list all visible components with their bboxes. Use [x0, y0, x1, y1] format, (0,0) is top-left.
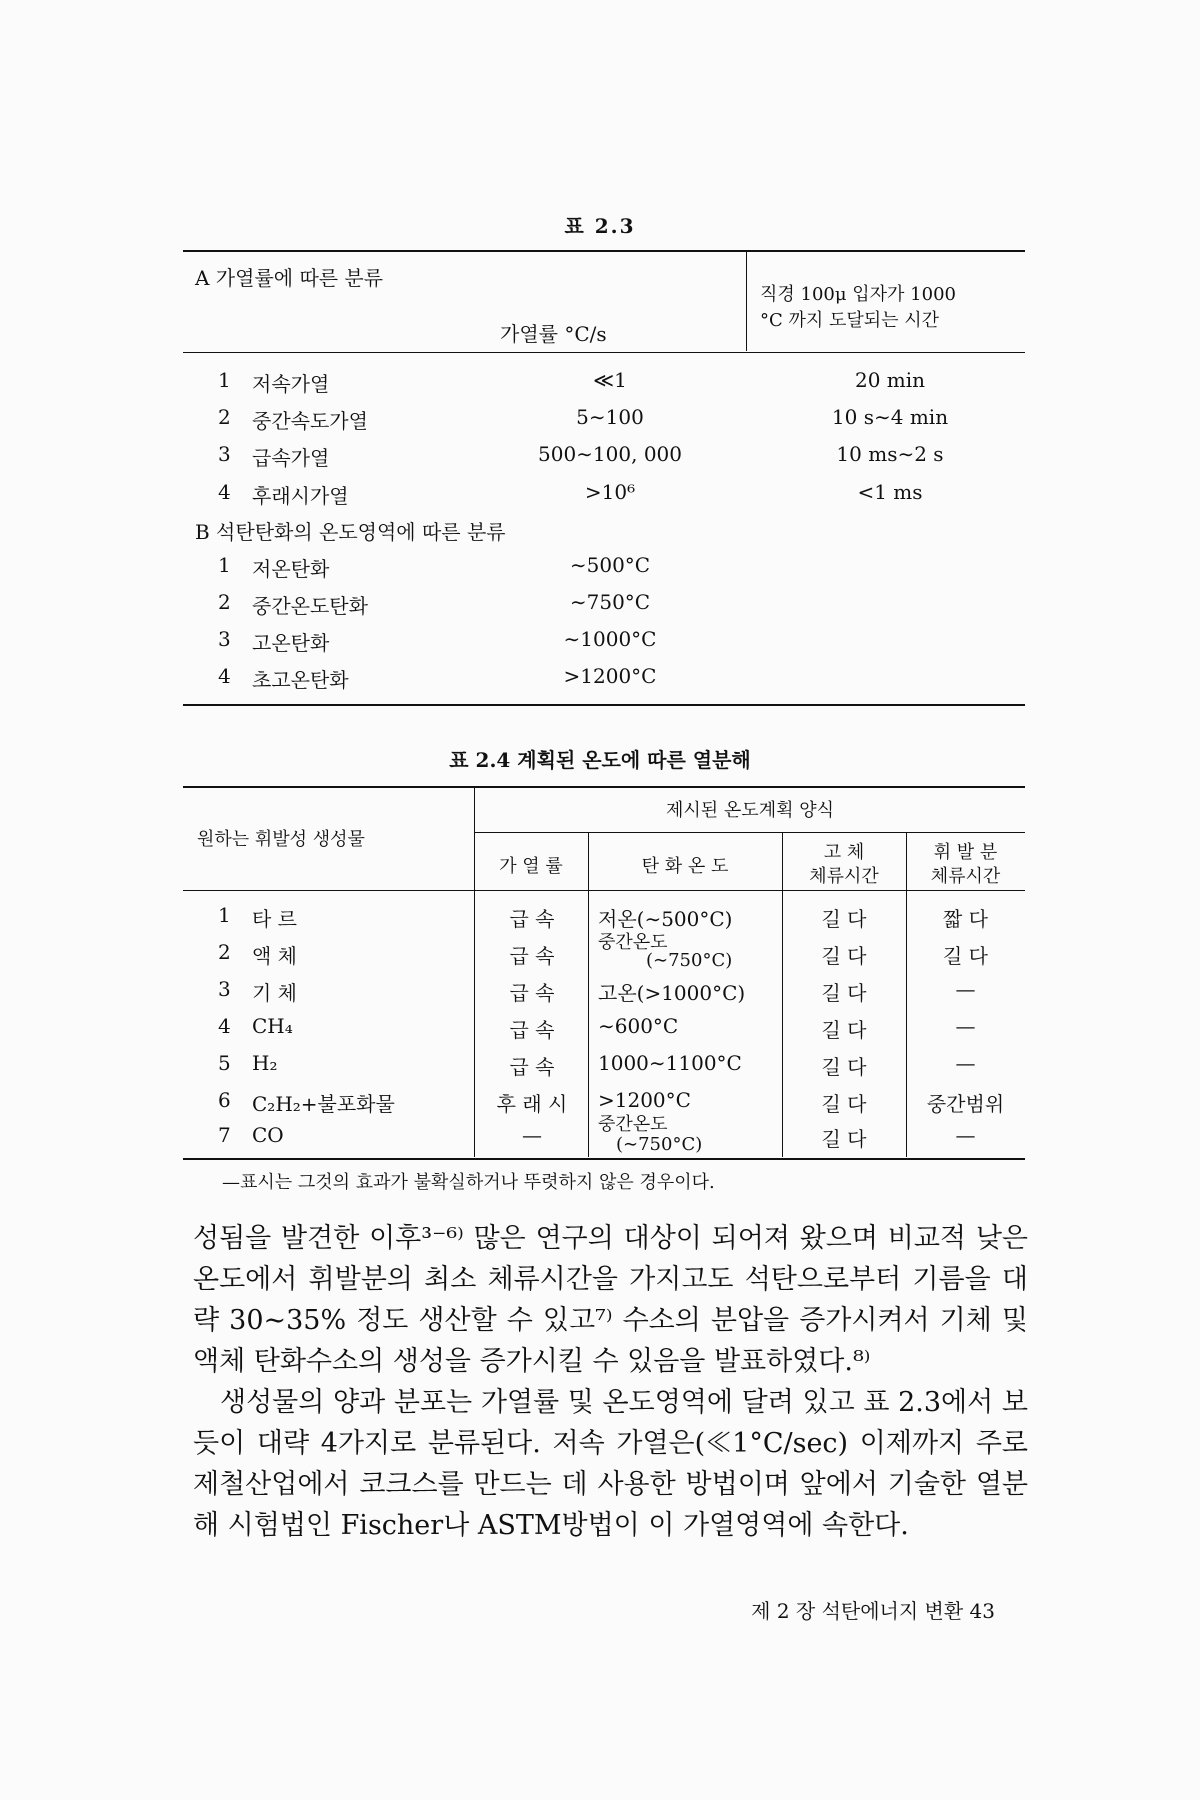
row-volatile-residence: —	[955, 1014, 976, 1038]
row-number: 1	[218, 368, 231, 392]
row-solid-residence: 길 다	[821, 1018, 867, 1042]
section-a-label: A 가열률에 따른 분류	[195, 266, 384, 290]
page-footer: 제 2 장 석탄에너지 변환 43	[751, 1599, 995, 1623]
row-temperature-range: (∼750°C)	[616, 1134, 703, 1155]
column-divider	[906, 833, 907, 1157]
volatile-residence-header-line1: 휘 발 분	[933, 842, 998, 863]
schedule-group-header: 제시된 온도계획 양식	[666, 800, 834, 821]
row-temperature: 중간온도	[598, 932, 668, 953]
row-volatile-residence: 짧 다	[943, 907, 988, 931]
row-volatile-residence: —	[955, 977, 976, 1001]
row-temperature: 중간온도	[598, 1114, 668, 1135]
row-name: 후래시가열	[252, 484, 349, 508]
row-solid-residence: 길 다	[821, 1127, 867, 1151]
row-product: H₂	[252, 1051, 278, 1075]
row-number: 1	[218, 553, 231, 577]
body-text	[193, 1218, 1028, 1546]
rate-column-header: 가 열 률	[499, 856, 563, 877]
column-divider	[746, 251, 747, 351]
row-number: 6	[218, 1088, 231, 1112]
section-b-label: B 석탄탄화의 온도영역에 따른 분류	[195, 520, 506, 544]
row-name: 저속가열	[252, 372, 330, 396]
row-solid-residence: 길 다	[821, 907, 867, 931]
row-time: 20 min	[854, 368, 926, 392]
column-divider	[474, 787, 475, 1157]
row-rate: 500∼100, 000	[538, 442, 682, 466]
row-product: C₂H₂+불포화물	[252, 1092, 395, 1116]
paragraph: 성됨을 발견한 이후³⁻⁶⁾ 많은 연구의 대상이 되어져 왔으며 비교적 낮은 온도에서 휘발분의 최소 체류시간을 가지고도 석탄으로부터 기름을 대략 30∼35% 정도 생산할 수 있고⁷⁾ 수소의 분압을 증가시켜서 기체 및 액체 탄화수소의 생성을 증가시킬 수 있음을 발표하였다.⁸⁾	[193, 1223, 1028, 1377]
row-rate: ≪1	[593, 368, 627, 392]
row-temperature: 1000∼1100°C	[598, 1051, 742, 1075]
row-number: 2	[218, 590, 231, 614]
table-bottom-rule	[183, 1158, 1025, 1160]
row-temperature-range: (∼750°C)	[646, 950, 733, 971]
temperature-column-header: 탄 화 온 도	[641, 856, 729, 877]
table-top-rule	[183, 250, 1025, 252]
rate-column-header: 가열률 °C/s	[500, 322, 607, 346]
row-solid-residence: 길 다	[821, 1092, 867, 1116]
volatile-residence-header-line2: 체류시간	[930, 866, 1001, 887]
row-solid-residence: 길 다	[821, 981, 867, 1005]
row-rate: 급 속	[509, 1055, 555, 1079]
row-temperature: ∼600°C	[598, 1014, 679, 1038]
row-rate: 후 래 시	[496, 1092, 568, 1116]
row-product: CH₄	[252, 1014, 293, 1038]
time-column-header-line2: °C 까지 도달되는 시간	[760, 310, 940, 331]
row-product: 기 체	[252, 981, 297, 1005]
product-column-header: 원하는 휘발성 생성물	[197, 829, 365, 850]
row-temp: ∼1000°C	[563, 627, 657, 651]
row-number: 7	[218, 1123, 231, 1147]
row-name: 중간속도가열	[252, 409, 368, 433]
row-rate: 급 속	[509, 1018, 555, 1042]
row-rate: 5∼100	[576, 405, 644, 429]
row-number: 4	[218, 1014, 231, 1038]
row-temperature: 고온(>1000°C)	[598, 981, 746, 1005]
row-rate: —	[522, 1123, 542, 1147]
row-number: 4	[218, 664, 231, 688]
row-number: 1	[218, 903, 231, 927]
row-rate: 급 속	[509, 981, 555, 1005]
row-volatile-residence: 길 다	[943, 944, 988, 968]
column-divider	[782, 833, 783, 1157]
table-note: —표시는 그것의 효과가 불확실하거나 뚜렷하지 않은 경우이다.	[222, 1172, 715, 1193]
row-volatile-residence: —	[955, 1051, 976, 1075]
row-temp: ∼500°C	[569, 553, 651, 577]
time-column-header-line1: 직경 100μ 입자가 1000	[760, 284, 956, 305]
table-top-rule	[183, 786, 1025, 788]
row-temp: ∼750°C	[569, 590, 651, 614]
row-number: 3	[218, 442, 231, 466]
row-temperature: 저온(∼500°C)	[598, 907, 733, 931]
row-time: 10 s∼4 min	[831, 405, 949, 429]
row-volatile-residence: —	[955, 1123, 976, 1147]
header-rule	[183, 352, 1025, 353]
row-product: 타 르	[252, 907, 297, 931]
row-number: 2	[218, 940, 231, 964]
solid-residence-header-line2: 체류시간	[809, 866, 879, 887]
row-temp: >1200°C	[563, 664, 657, 688]
table-bottom-rule	[183, 704, 1025, 706]
row-temperature: >1200°C	[598, 1088, 691, 1112]
row-solid-residence: 길 다	[821, 1055, 867, 1079]
table-2-3-title: 표 2.3	[564, 214, 636, 238]
row-number: 3	[218, 977, 231, 1001]
row-solid-residence: 길 다	[821, 944, 867, 968]
row-product: 액 체	[252, 944, 297, 968]
row-rate: 급 속	[509, 907, 555, 931]
subheader-rule	[475, 832, 1025, 833]
row-name: 고온탄화	[252, 631, 330, 655]
row-volatile-residence: 중간범위	[926, 1092, 1005, 1116]
header-rule	[183, 890, 1025, 891]
row-number: 4	[218, 480, 231, 504]
row-number: 2	[218, 405, 231, 429]
row-name: 초고온탄화	[252, 668, 349, 692]
row-name: 저온탄화	[252, 557, 330, 581]
row-rate: 급 속	[509, 944, 555, 968]
row-number: 3	[218, 627, 231, 651]
solid-residence-header-line1: 고 체	[823, 842, 865, 863]
paragraph: 생성물의 양과 분포는 가열률 및 온도영역에 달려 있고 표 2.3에서 보듯이 대략 4가지로 분류된다. 저속 가열은(≪1°C/sec) 이제까지 주로 제철산업에서 코크스를 만드는 데 사용한 방법이며 앞에서 기술한 열분해 시험법인 Fischer나 ASTM방법이 이 가열영역에 속한다.	[193, 1387, 1028, 1541]
row-name: 급속가열	[252, 446, 330, 470]
row-number: 5	[218, 1051, 231, 1075]
table-2-4-title: 표 2.4 계획된 온도에 따른 열분해	[449, 748, 751, 772]
row-rate: >10⁶	[584, 480, 636, 504]
row-product: CO	[252, 1123, 284, 1147]
column-divider	[588, 833, 589, 1157]
row-time: <1 ms	[857, 480, 923, 504]
row-name: 중간온도탄화	[252, 594, 368, 618]
row-time: 10 ms∼2 s	[836, 442, 944, 466]
